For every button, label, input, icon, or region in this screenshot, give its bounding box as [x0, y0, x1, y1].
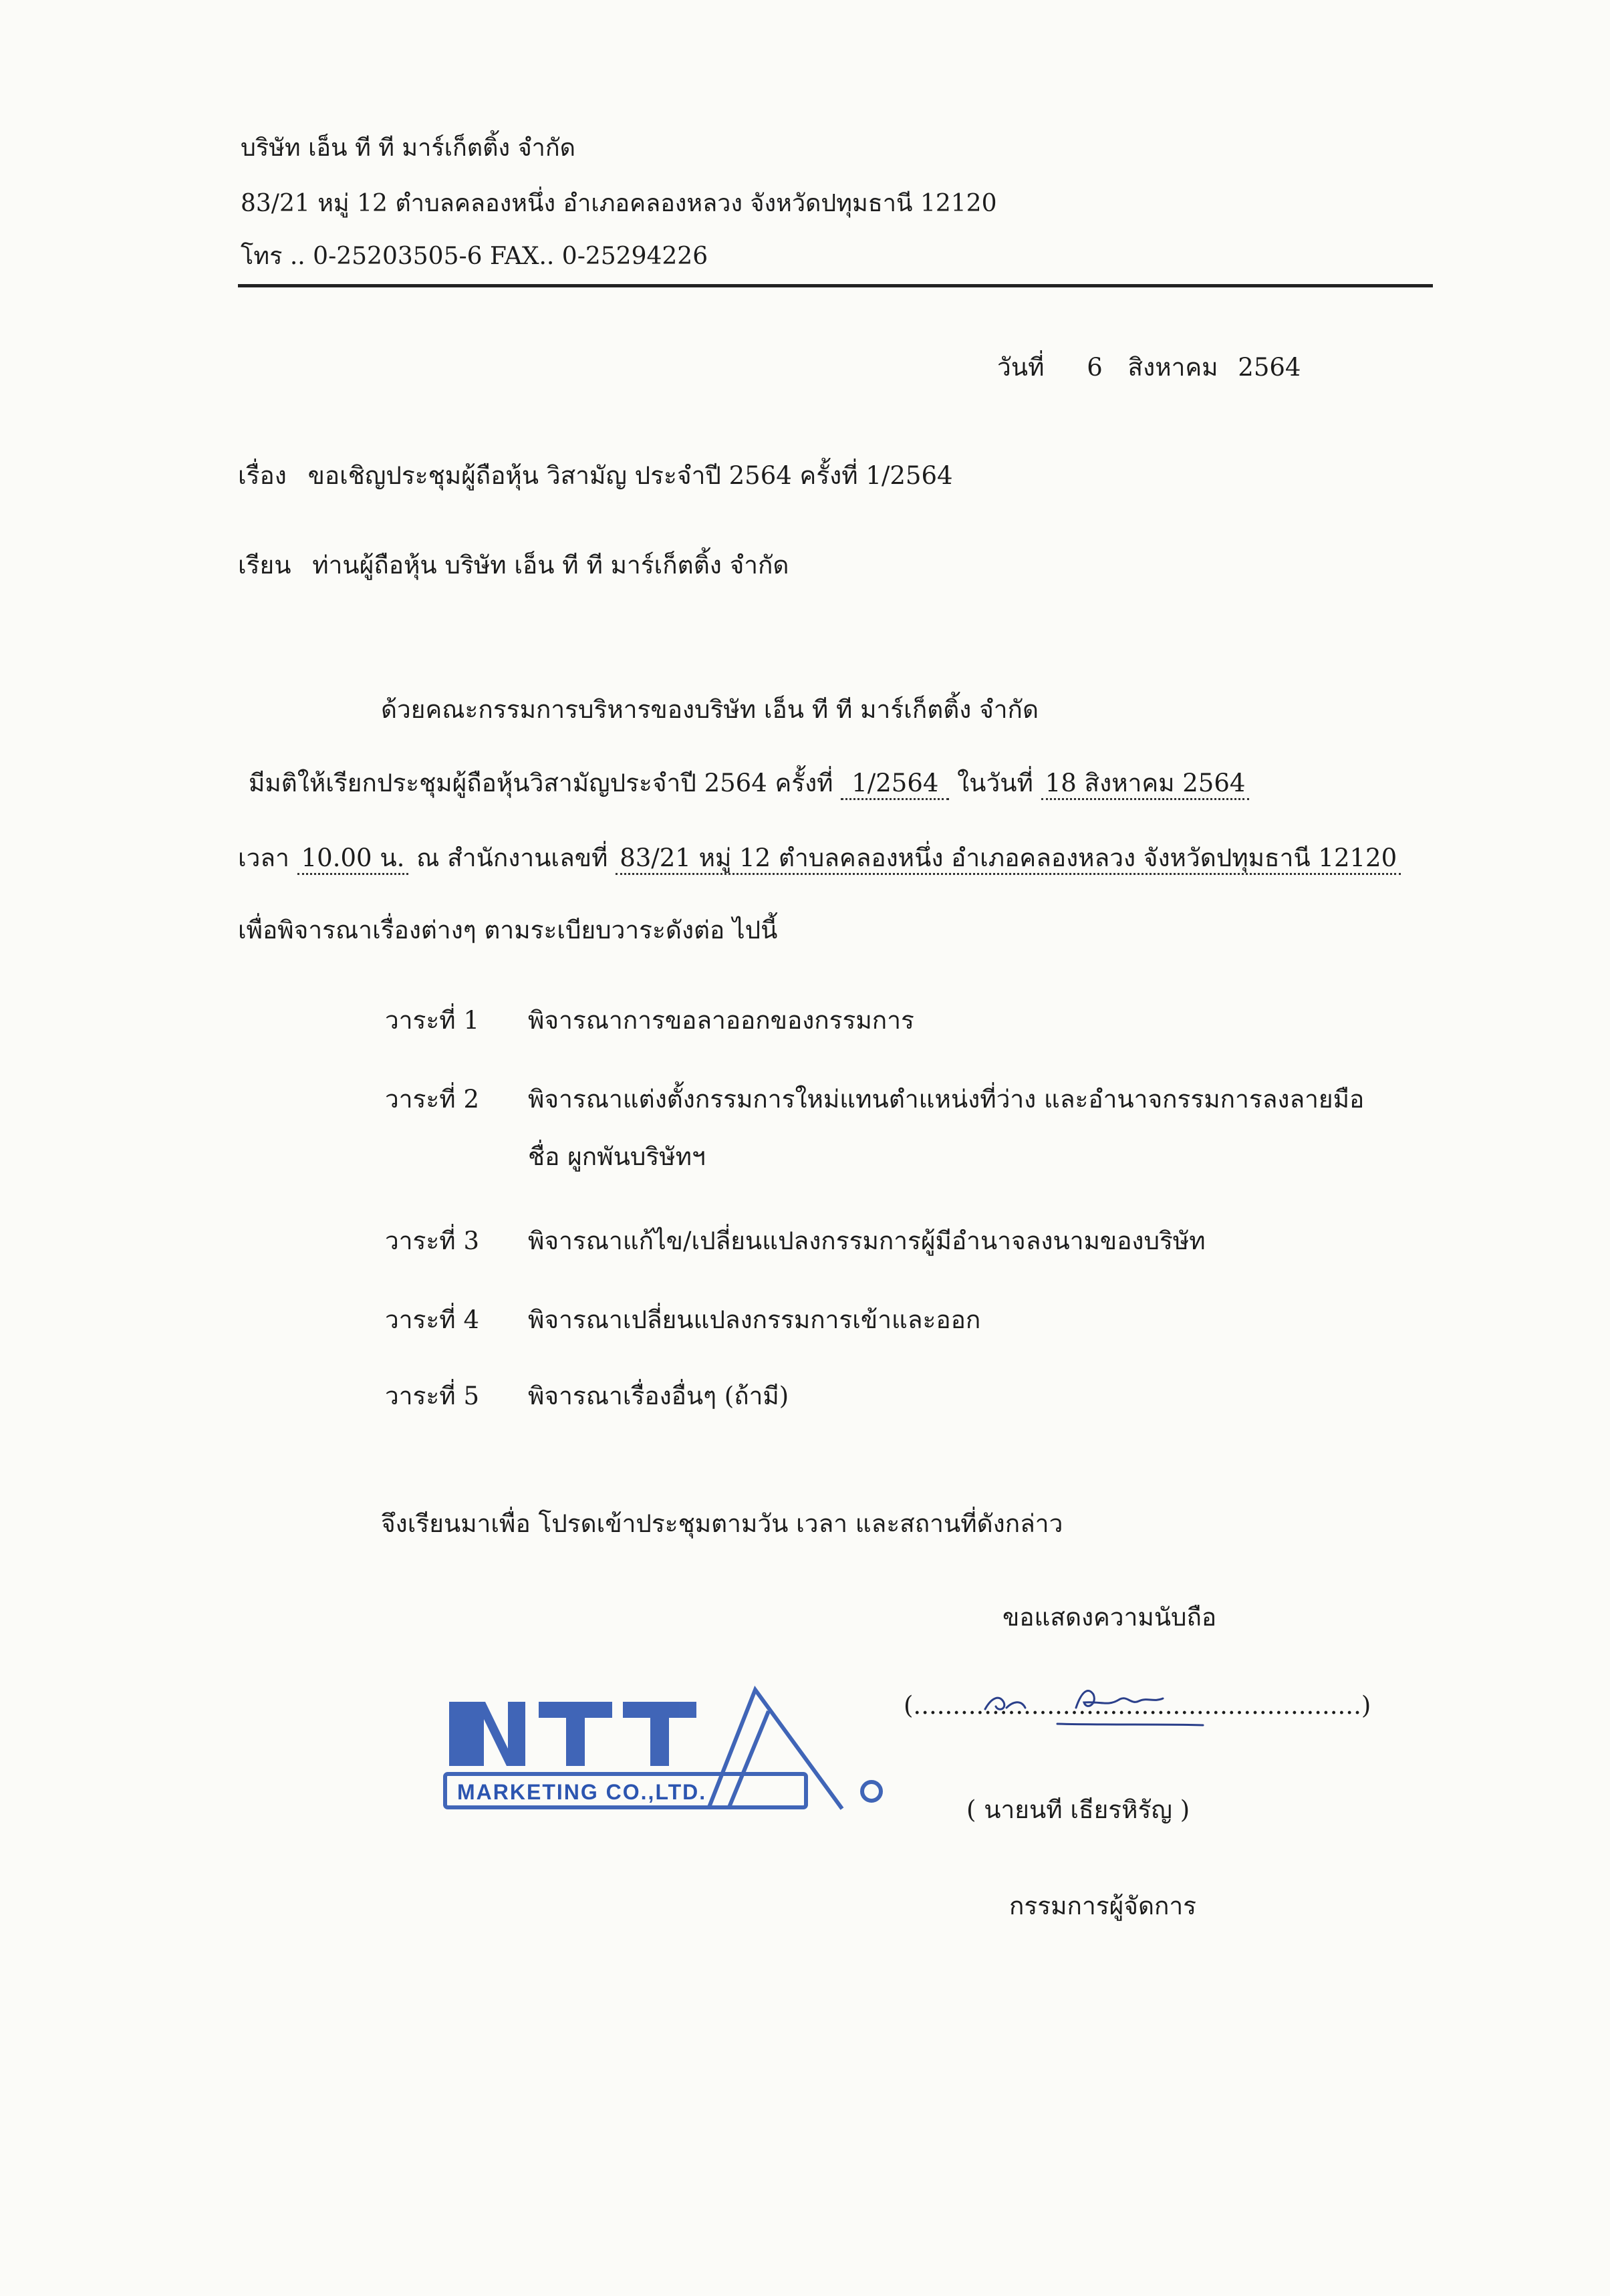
agenda-number: วาระที่ 1 — [385, 1006, 479, 1035]
company-phone: โทร .. 0-25203505-6 FAX.. 0-25294226 — [241, 243, 708, 270]
agenda-text: พิจารณาเรื่องอื่นๆ (ถ้ามี) — [528, 1382, 789, 1410]
date-label: วันที่ — [997, 353, 1045, 382]
agenda-text: พิจารณาแต่งตั้งกรรมการใหม่แทนตำแหน่งที่ว่าง และอำนาจกรรมการลงลายมือ — [528, 1085, 1365, 1114]
regards-line: ขอแสดงความนับถือ — [1002, 1603, 1217, 1632]
recipient-text: ท่านผู้ถือหุ้น บริษัท เอ็น ที ที มาร์เก็ตติ้ง จำกัด — [312, 551, 789, 580]
body-line-2-text: มีมติให้เรียกประชุมผู้ถือหุ้นวิสามัญประจำปี 2564 ครั้งที่ — [249, 769, 833, 797]
signature-line: (.........................................................) — [904, 1691, 1371, 1720]
company-address: 83/21 หมู่ 12 ตำบลคลองหนึ่ง อำเภอคลองหลวง จังหวัดปทุมธานี 12120 — [241, 190, 997, 217]
company-stamp — [441, 1684, 896, 1818]
closing-line: จึงเรียนมาเพื่อ โปรดเข้าประชุมตามวัน เวลา และสถานที่ดังกล่าว — [381, 1509, 1063, 1538]
date-year: 2564 — [1238, 353, 1301, 382]
header-divider — [238, 284, 1433, 287]
meeting-time: 10.00 น. — [297, 844, 409, 875]
date-day: 6 — [1087, 353, 1103, 382]
subject-label: เรื่อง — [238, 461, 287, 490]
agenda-text-continued: ชื่อ ผูกพันบริษัทฯ — [528, 1142, 706, 1171]
body-line-2 — [249, 769, 1249, 800]
subject-line — [238, 461, 953, 491]
agenda-number: วาระที่ 2 — [385, 1085, 479, 1114]
agenda-number: วาระที่ 5 — [385, 1382, 479, 1410]
signatory-name: ( นายนที เธียรหิรัญ ) — [966, 1795, 1190, 1824]
meeting-place: 83/21 หมู่ 12 ตำบลคลองหนึ่ง อำเภอคลองหลวง จังหวัดปทุมธานี 12120 — [616, 844, 1401, 875]
subject-text: ขอเชิญประชุมผู้ถือหุ้น วิสามัญ ประจำปี 2564 ครั้งที่ 1/2564 — [307, 461, 953, 490]
body-line-1: ด้วยคณะกรรมการบริหารของบริษัท เอ็น ที ที มาร์เก็ตติ้ง จำกัด — [381, 695, 1039, 724]
body-line-3 — [238, 844, 1401, 875]
agenda-number: วาระที่ 4 — [385, 1305, 479, 1334]
agenda-text: พิจารณาเปลี่ยนแปลงกรรมการเข้าและออก — [528, 1305, 981, 1334]
date-month: สิงหาคม — [1127, 353, 1218, 382]
agenda-number: วาระที่ 3 — [385, 1227, 479, 1255]
body-line-3-text: เวลา — [238, 844, 289, 872]
body-line-4: เพื่อพิจารณาเรื่องต่างๆ ตามระเบียบวาระดังต่อ ไปนี้ — [238, 916, 778, 944]
body-line-2-mid: ในวันที่ — [957, 769, 1033, 797]
recipient-label: เรียน — [238, 551, 291, 580]
letter-date — [997, 353, 1301, 382]
company-name: บริษัท เอ็น ที ที มาร์เก็ตติ้ง จำกัด — [241, 134, 576, 162]
body-line-3-mid: ณ สำนักงานเลขที่ — [416, 844, 608, 872]
agenda-list — [0, 1006, 1610, 1434]
agenda-text: พิจารณาการขอลาออกของกรรมการ — [528, 1006, 914, 1035]
stamp-subtext: MARKETING CO.,LTD. — [457, 1780, 707, 1804]
agenda-text: พิจารณาแก้ไข/เปลี่ยนแปลงกรรมการผู้มีอำนาจลงนามของบริษัท — [528, 1227, 1206, 1255]
meeting-number: 1/2564 — [841, 769, 949, 800]
signatory-title: กรรมการผู้จัดการ — [1009, 1892, 1197, 1920]
recipient-line — [238, 551, 789, 580]
meeting-date: 18 สิงหาคม 2564 — [1041, 769, 1250, 800]
